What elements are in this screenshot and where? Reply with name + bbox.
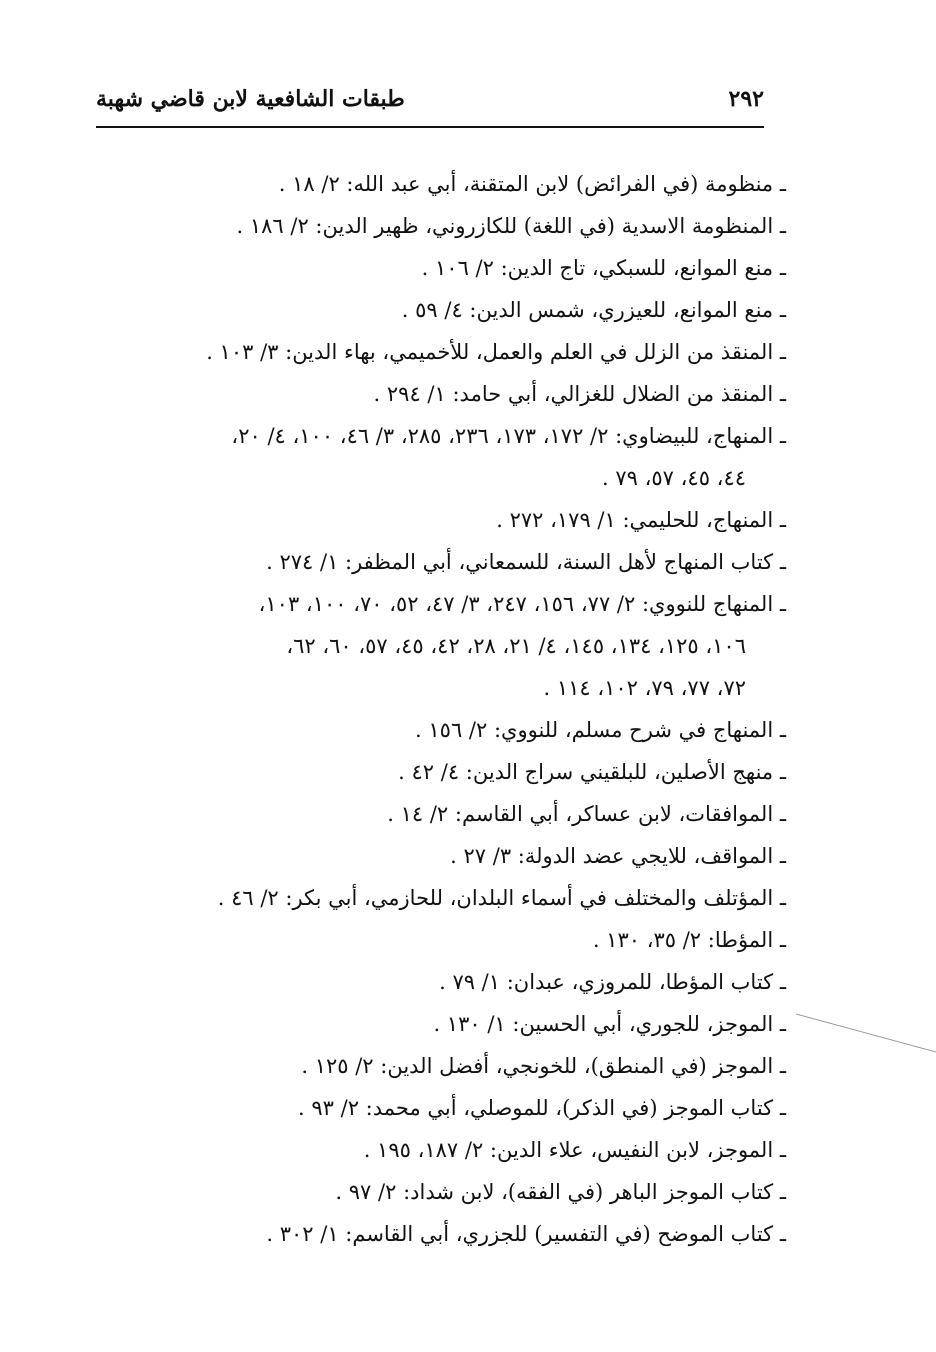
index-entry-continuation: ٤٤، ٤٥، ٥٧، ٧٩ . — [602, 466, 746, 490]
index-entry-text: ـ الموجز (في المنطق)، للخونجي، أفضل الدين: ٢/ ١٢٥ . — [301, 1054, 786, 1078]
index-entry-text: ـ منظومة (في الفرائض) لابن المتقنة، أبي عبد الله: ٢/ ١٨ . — [278, 172, 786, 196]
index-entry-text: ـ الموجز، لابن النفيس، علاء الدين: ٢/ ١٨٧، ١٩٥ . — [363, 1138, 786, 1162]
index-entry — [96, 751, 786, 793]
index-entry — [96, 835, 786, 877]
index-entry-text: ـ الموافقات، لابن عساكر، أبي القاسم: ٢/ ١٤ . — [387, 802, 786, 826]
index-entry — [96, 1129, 786, 1171]
index-entry — [96, 1213, 786, 1255]
index-entry — [96, 205, 786, 247]
index-entry-text: ـ منهج الأصلين، للبلقيني سراج الدين: ٤/ ٤٢ . — [398, 760, 786, 784]
index-entry — [96, 583, 786, 709]
index-entry-text: ـ كتاب الموجز (في الذكر)، للموصلي، أبي محمد: ٢/ ٩٣ . — [298, 1096, 786, 1120]
index-entry-list — [96, 163, 786, 1255]
index-entry-text: ـ المواقف، للايجي عضد الدولة: ٣/ ٢٧ . — [450, 844, 786, 868]
index-entry-text: ـ كتاب الموضح (في التفسير) للجزري، أبي القاسم: ١/ ٣٠٢ . — [266, 1222, 786, 1246]
running-header-title: طبقات الشافعية لابن قاضي شهبة — [96, 86, 405, 112]
index-entry-text: ـ كتاب المنهاج لأهل السنة، للسمعاني، أبي المظفر: ١/ ٢٧٤ . — [266, 550, 786, 574]
index-entry-text: ـ منع الموانع، للسبكي، تاج الدين: ٢/ ١٠٦ . — [421, 256, 786, 280]
index-entry-text: ـ المنقذ من الزلل في العلم والعمل، للأخميمي، بهاء الدين: ٣/ ١٠٣ . — [206, 340, 786, 364]
index-entry-text: ـ الموجز، للجوري، أبي الحسين: ١/ ١٣٠ . — [433, 1012, 786, 1036]
header-rule — [96, 126, 764, 128]
pencil-stroke-mark — [796, 1008, 936, 1058]
index-entry — [96, 163, 786, 205]
index-entry-text: ـ المنقذ من الضلال للغزالي، أبي حامد: ١/ ٢٩٤ . — [373, 382, 786, 406]
index-entry — [96, 877, 786, 919]
index-entry — [96, 499, 786, 541]
running-header — [96, 82, 764, 116]
index-entry — [96, 373, 786, 415]
index-entry-continuation: ٧٢، ٧٧، ٧٩، ١٠٢، ١١٤ . — [543, 676, 746, 700]
index-entry — [96, 289, 786, 331]
index-entry — [96, 247, 786, 289]
index-entry-text: ـ المنهاج، للحليمي: ١/ ١٧٩، ٢٧٢ . — [496, 508, 786, 532]
index-entry-text: ـ المؤطا: ٢/ ٣٥، ١٣٠ . — [592, 928, 786, 952]
index-entry-text: ـ كتاب الموجز الباهر (في الفقه)، لابن شداد: ٢/ ٩٧ . — [335, 1180, 786, 1204]
page-number: ٢٩٢ — [728, 86, 764, 112]
index-entry-text: ـ المؤتلف والمختلف في أسماء البلدان، للحازمي، أبي بكر: ٢/ ٤٦ . — [217, 886, 786, 910]
index-entry-text: ـ المنهاج في شرح مسلم، للنووي: ٢/ ١٥٦ . — [415, 718, 786, 742]
index-entry — [96, 919, 786, 961]
index-entry — [96, 541, 786, 583]
index-entry — [96, 415, 786, 499]
index-entry — [96, 1045, 786, 1087]
index-entry — [96, 1171, 786, 1213]
index-entry-continuation: ١٠٦، ١٢٥، ١٣٤، ١٤٥، ٤/ ٢١، ٢٨، ٤٢، ٤٥، ٥٧، ٦٠، ٦٢، — [286, 634, 746, 658]
index-entry-text: ـ كتاب المؤطا، للمروزي، عبدان: ١/ ٧٩ . — [439, 970, 786, 994]
index-entry-text: ـ منع الموانع، للعيزري، شمس الدين: ٤/ ٥٩ . — [401, 298, 786, 322]
index-entry — [96, 961, 786, 1003]
index-entry — [96, 709, 786, 751]
index-entry-text: ـ المنهاج، للبيضاوي: ٢/ ١٧٢، ١٧٣، ٢٣٦، ٢٨٥، ٣/ ٤٦، ١٠٠، ٤/ ٢٠، — [231, 424, 786, 448]
index-entry-text: ـ المنظومة الاسدية (في اللغة) للكازروني، ظهير الدين: ٢/ ١٨٦ . — [236, 214, 786, 238]
index-entry — [96, 1003, 786, 1045]
index-entry-text: ـ المنهاج للنووي: ٢/ ٧٧، ١٥٦، ٢٤٧، ٣/ ٤٧، ٥٢، ٧٠، ١٠٠، ١٠٣، — [258, 592, 786, 616]
index-entry — [96, 331, 786, 373]
index-entry — [96, 793, 786, 835]
index-entry — [96, 1087, 786, 1129]
